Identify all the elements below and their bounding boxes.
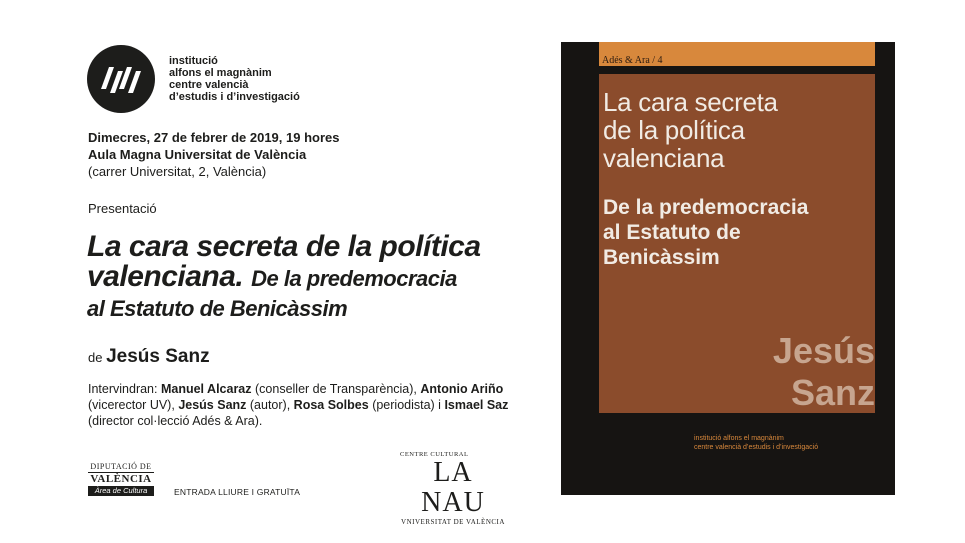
title-line-2-wrap	[87, 262, 481, 294]
author-prefix: de	[88, 350, 103, 365]
speaker-4-name: Rosa Solbes	[293, 398, 369, 412]
lanau-line-2: LA NAU	[421, 457, 485, 518]
speaker-1-role: (conseller de Transparència),	[255, 382, 417, 396]
speaker-3-role: (autor),	[249, 398, 291, 412]
speaker-2-role: (vicerector UV),	[88, 398, 175, 412]
speaker-5-name: Ismael Saz	[444, 398, 509, 412]
author-name: Jesús Sanz	[106, 346, 210, 367]
magnanim-logo-icon	[87, 45, 155, 113]
logo-line-1: institució	[169, 55, 218, 67]
diputacio-line-1: DIPUTACIÓ DE	[88, 462, 154, 473]
lanau-line-3: VNIVERSITAT DE VALÈNCIA	[401, 518, 505, 526]
free-entry-note: ENTRADA LLIURE I GRATUÏTA	[174, 487, 301, 497]
diputacio-logo	[88, 462, 154, 496]
cover-publisher	[694, 434, 818, 452]
author-line	[88, 346, 210, 368]
institucio-logo	[87, 45, 300, 113]
title-line-1: La cara secreta de la política	[87, 230, 481, 263]
cover-series: Adés & Ara / 4	[602, 55, 663, 66]
cover-subtitle-line-2: al Estatuto de	[603, 221, 741, 244]
book-title	[87, 232, 481, 324]
cover-publisher-line-2: centre valencià d’estudis i d’investigació	[694, 444, 819, 451]
cover-author-line-2: Sanz	[790, 372, 875, 413]
subtitle-part-2: al Estatuto de Benicàssim	[87, 296, 348, 321]
cover-author	[773, 330, 875, 414]
cover-publisher-line-1: institució alfons el magnànim	[694, 435, 784, 442]
institucio-name	[169, 55, 300, 103]
logo-line-4: d’estudis i d’investigació	[169, 91, 300, 103]
speaker-4-role: (periodista) i	[372, 398, 441, 412]
speaker-1-name: Manuel Alcaraz	[160, 382, 252, 396]
cover-title-line-3: valenciana	[603, 143, 725, 173]
subtitle-part-1: De la predemocracia	[251, 266, 457, 291]
cover-title	[603, 88, 778, 172]
cover-title-line-2: de la política	[603, 115, 745, 145]
cover-subtitle	[603, 195, 808, 270]
event-date: Dimecres, 27 de febrer de 2019, 19 hores	[88, 130, 340, 145]
event-address: (carrer Universitat, 2, València)	[88, 164, 267, 179]
event-venue: Aula Magna Universitat de València	[88, 147, 307, 162]
presentation-label: Presentació	[88, 201, 157, 216]
speakers-intro: Intervindran:	[88, 382, 158, 396]
logo-line-3: centre valencià	[169, 79, 249, 91]
diputacio-line-2: VALÈNCIA	[90, 473, 152, 485]
speaker-2-name: Antonio Ariño	[420, 382, 504, 396]
event-info	[88, 129, 339, 180]
diputacio-line-3: Àrea de Cultura	[88, 486, 154, 496]
title-line-2: valenciana.	[87, 260, 244, 293]
speakers-paragraph	[88, 381, 528, 429]
speaker-5-role: (director col·lecció Adés & Ara).	[88, 414, 263, 428]
cover-title-line-1: La cara secreta	[603, 87, 778, 117]
cover-subtitle-line-1: De la predemocracia	[603, 196, 809, 219]
cover-author-line-1: Jesús	[772, 330, 875, 371]
book-cover	[561, 42, 895, 495]
speaker-3-name: Jesús Sanz	[178, 398, 247, 412]
lanau-line-1: CENTRE CULTURAL	[400, 451, 469, 458]
cover-subtitle-line-3: Benicàssim	[603, 246, 720, 269]
lanau-logo	[400, 451, 506, 526]
logo-line-2: alfons el magnànim	[169, 67, 272, 79]
